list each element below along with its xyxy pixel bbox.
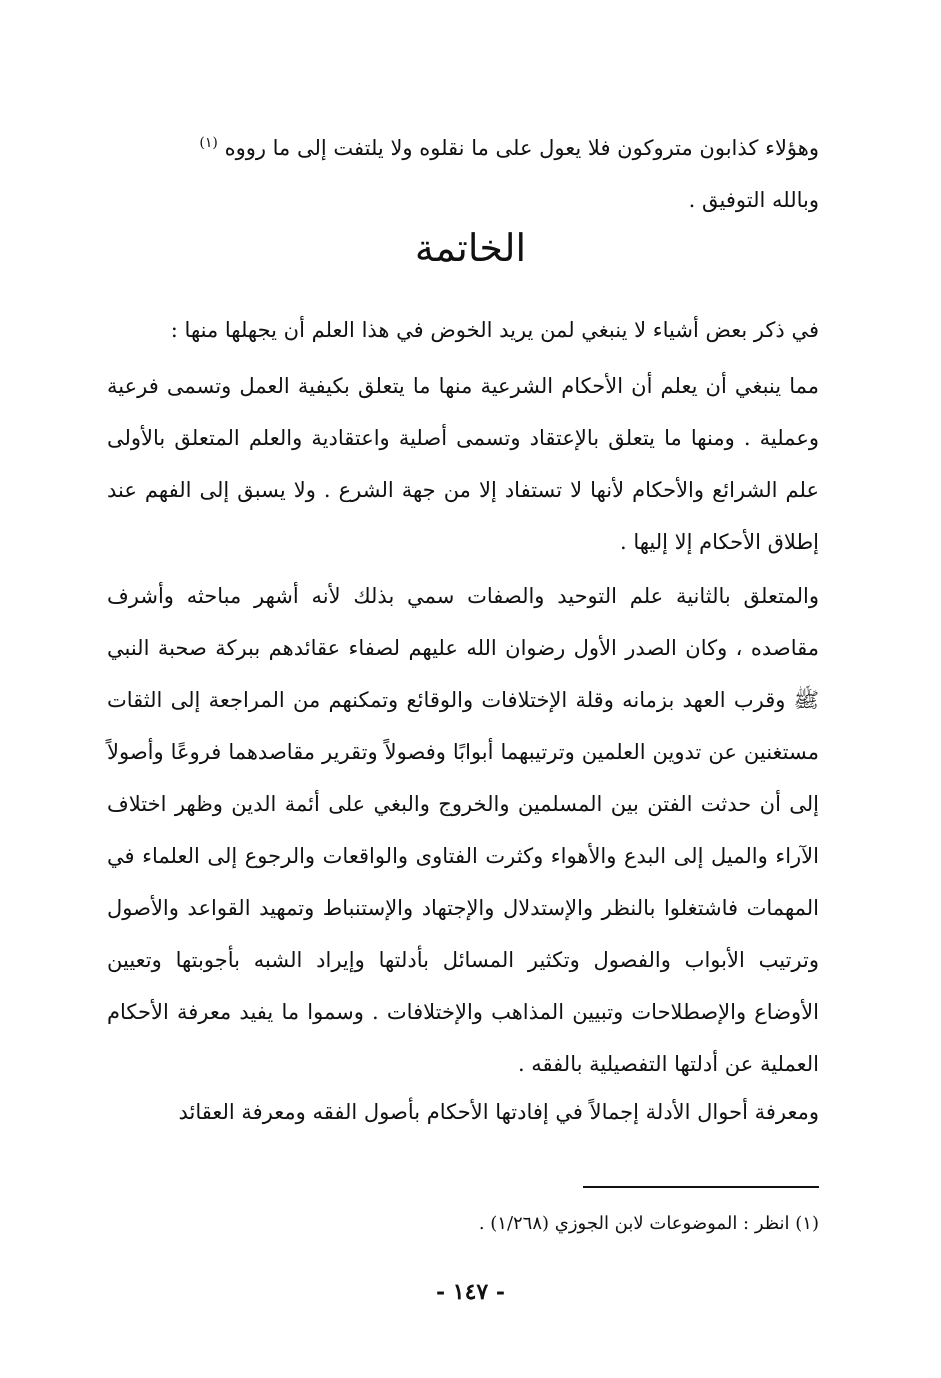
footnote-marker: (١) xyxy=(199,135,218,151)
paragraph-tawhid xyxy=(107,570,819,1090)
closing-note-text: وهؤلاء كذابون متروكون فلا يعول على ما نقلوه ولا يلتفت إلى ما رووه xyxy=(224,136,819,160)
paragraph-rulings xyxy=(107,360,819,568)
page-number: - ١٤٧ - xyxy=(435,1279,506,1305)
section-heading: الخاتمة xyxy=(414,226,527,270)
footnote-divider xyxy=(583,1186,819,1188)
paragraph-usul xyxy=(107,1086,819,1138)
rulings-text: مما ينبغي أن يعلم أن الأحكام الشرعية منها ما يتعلق بكيفية العمل وتسمى فرعية وعملية . ومنها ما يتعلق بالإعتقاد وتسمى أصلية واعتقادية والعلم المتعلق بالأولى علم الشرائع والأحكام لأنها لا تستفاد إلا من جهة الشرع . ولا يسبق إلى الفهم عند إطلاق الأحكام إلا إليها . xyxy=(107,374,819,554)
paragraph-closing-note xyxy=(107,122,819,226)
tawhid-text: والمتعلق بالثانية علم التوحيد والصفات سمي بذلك لأنه أشهر مباحثه وأشرف مقاصده ، وكان الصدر الأول رضوان الله عليهم لصفاء عقائدهم ببركة صحبة النبي ﷺ وقرب العهد بزمانه وقلة الإختلافات والوقائع وتمكنهم من المراجعة إلى الثقات مستغنين عن تدوين العلمين وترتيبهما أبوابًا وفصولاً وتقرير مقاصدهما فروعًا وأصولاً إلى أن حدثت الفتن بين المسلمين والخروج والبغي على أئمة الدين وظهر اختلاف الآراء والميل إلى البدع والأهواء وكثرت الفتاوى والواقعات والرجوع إلى العلماء في المهمات فاشتغلوا بالنظر والإستدلال والإجتهاد والإستنباط وتمهيد القواعد والأصول وترتيب الأبواب والفصول وتكثير المسائل بأدلتها وإيراد الشبه بأجوبتها وتعيين الأوضاع والإصطلاحات وتبيين المذاهب والإختلافات . وسموا ما يفيد معرفة الأحكام العملية عن أدلتها التفصيلية بالفقه . xyxy=(107,584,819,1076)
closing-note-end: وبالله التوفيق . xyxy=(688,188,819,212)
footnote: (١) انظر : الموضوعات لابن الجوزي (١/٢٦٨) . xyxy=(478,1213,819,1234)
usul-text: ومعرفة أحوال الأدلة إجمالاً في إفادتها الأحكام بأصول الفقه ومعرفة العقائد xyxy=(178,1100,819,1124)
paragraph-intro xyxy=(107,304,819,356)
intro-text: في ذكر بعض أشياء لا ينبغي لمن يريد الخوض في هذا العلم أن يجهلها منها : xyxy=(170,318,819,342)
